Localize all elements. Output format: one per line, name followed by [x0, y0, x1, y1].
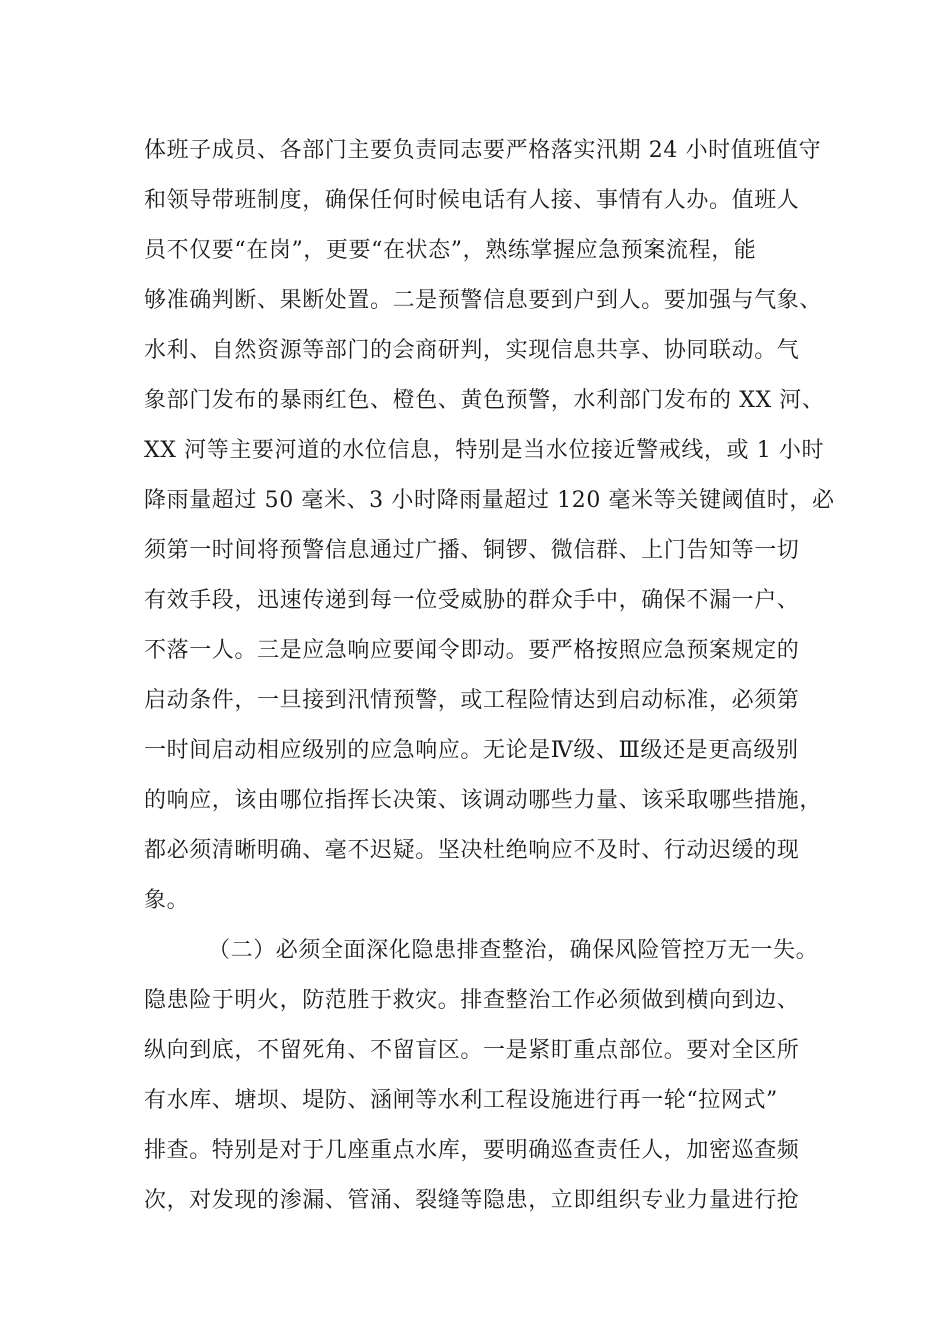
text-line: 都必须清晰明确、毫不迟疑。坚决杜绝响应不及时、行动迟缓的现 [144, 838, 800, 863]
text-line: 不落一人。三是应急响应要闻令即动。要严格按照应急预案规定的 [144, 638, 800, 663]
text-line: 纵向到底，不留死角、不留盲区。一是紧盯重点部位。要对全区所 [144, 1038, 800, 1063]
text-line: 隐患险于明火，防范胜于救灾。排查整治工作必须做到横向到边、 [144, 988, 800, 1013]
text-line: 象部门发布的暴雨红色、橙色、黄色预警，水利部门发布的 XX 河、 [144, 388, 825, 413]
text-line: 启动条件，一旦接到汛情预警，或工程险情达到启动标准，必须第 [144, 688, 800, 713]
text-line: 象。 [144, 888, 190, 913]
text-line: 须第一时间将预警信息通过广播、铜锣、微信群、上门告知等一切 [144, 538, 800, 563]
text-line: 体班子成员、各部门主要负责同志要严格落实汛期 24 小时值班值守 [144, 138, 822, 163]
text-line: 的响应，该由哪位指挥长决策、该调动哪些力量、该采取哪些措施， [144, 788, 823, 813]
text-line: 一时间启动相应级别的应急响应。无论是Ⅳ级、Ⅲ级还是更高级别 [144, 738, 799, 763]
text-line: 降雨量超过 50 毫米、3 小时降雨量超过 120 毫米等关键阈值时，必 [144, 488, 835, 513]
text-line: 有效手段，迅速传递到每一位受威胁的群众手中，确保不漏一户、 [144, 588, 800, 613]
text-line: 排查。特别是对于几座重点水库，要明确巡查责任人，加密巡查频 [144, 1138, 800, 1163]
text-line: 够准确判断、果断处置。二是预警信息要到户到人。要加强与气象、 [144, 288, 823, 313]
text-line: XX 河等主要河道的水位信息，特别是当水位接近警戒线，或 1 小时 [144, 438, 825, 463]
text-line: 水利、自然资源等部门的会商研判，实现信息共享、协同联动。气 [144, 338, 800, 363]
text-line: 员不仅要“在岗”，更要“在状态”，熟练掌握应急预案流程，能 [144, 238, 757, 263]
text-line: 和领导带班制度，确保任何时候电话有人接、事情有人办。值班人 [144, 188, 800, 213]
text-line: 次，对发现的渗漏、管涌、裂缝等隐患，立即组织专业力量进行抢 [144, 1188, 800, 1213]
text-line: 有水库、塘坝、堤防、涵闸等水利工程设施进行再一轮“拉网式” [144, 1088, 778, 1113]
section-heading: （二）必须全面深化隐患排查整治，确保风险管控万无一失。 [208, 938, 819, 963]
